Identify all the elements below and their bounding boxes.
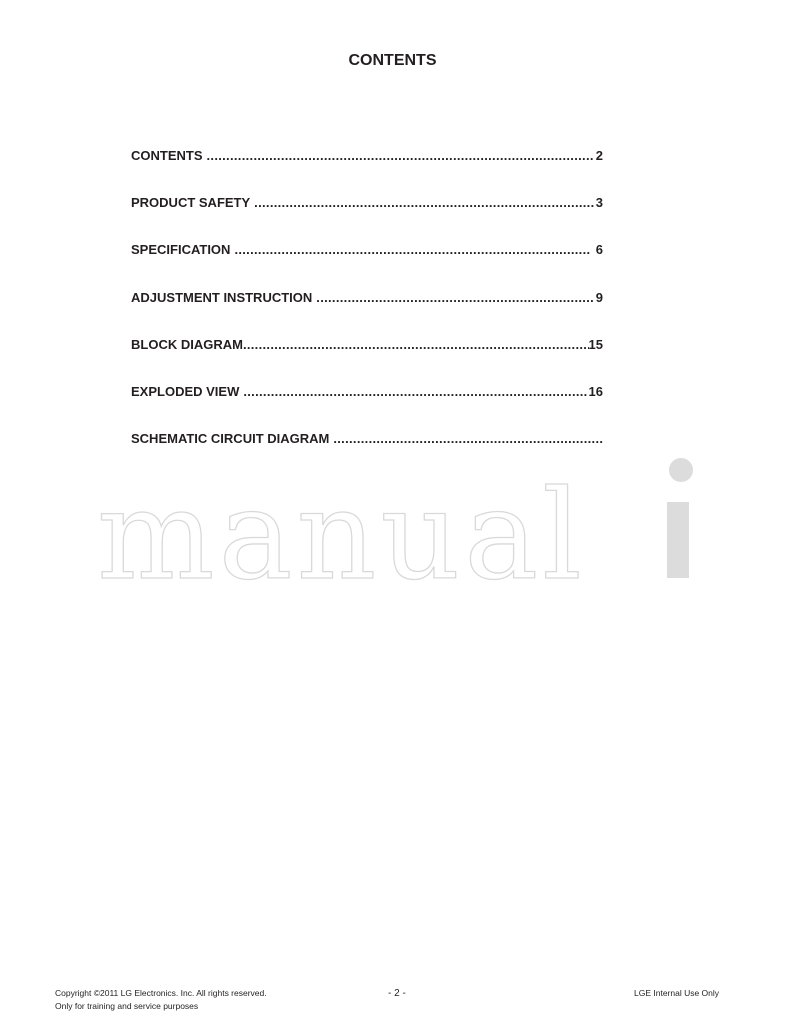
toc-leader (333, 431, 603, 446)
toc-leader (254, 195, 594, 210)
toc-entry-adjustment-instruction[interactable] (131, 290, 603, 337)
internal-use-label: LGE Internal Use Only (634, 988, 720, 998)
toc-label: CONTENTS (131, 148, 203, 163)
toc-label: ADJUSTMENT INSTRUCTION (131, 289, 313, 305)
toc-label: PRODUCT SAFETY (131, 195, 251, 211)
manuali-watermark (95, 450, 705, 590)
toc-entry-product-safety[interactable] (131, 195, 603, 242)
toc-entry-contents[interactable] (131, 148, 603, 195)
page-number: - 2 - (388, 988, 406, 999)
toc-page: 2 (595, 148, 603, 163)
svg-text:manual: manual (97, 464, 586, 590)
toc-leader (316, 290, 593, 305)
toc-leader (243, 384, 586, 399)
toc-page: 6 (595, 242, 603, 258)
toc-leader (207, 148, 594, 163)
toc-label: EXPLODED VIEW (131, 383, 240, 399)
toc-label: SPECIFICATION (131, 242, 231, 258)
toc-page: 16 (588, 383, 603, 399)
toc-page: 15 (588, 336, 603, 352)
toc-page: 9 (595, 289, 603, 305)
footer-left (55, 987, 267, 1013)
purpose-text: Only for training and service purposes (55, 1001, 199, 1011)
toc-entry-block-diagram[interactable] (131, 337, 603, 384)
toc-leader (234, 242, 590, 257)
toc-label: BLOCK DIAGRAM (131, 336, 243, 352)
copyright-text: Copyright ©2011 LG Electronics. Inc. All rights reserved. (55, 988, 267, 998)
table-of-contents (131, 148, 603, 478)
page-title: CONTENTS (348, 52, 437, 69)
toc-page: 3 (595, 195, 603, 211)
toc-entry-specification[interactable] (131, 242, 603, 289)
toc-leader (243, 337, 589, 352)
toc-entry-exploded-view[interactable] (131, 384, 603, 431)
toc-label: SCHEMATIC CIRCUIT DIAGRAM (131, 431, 330, 447)
